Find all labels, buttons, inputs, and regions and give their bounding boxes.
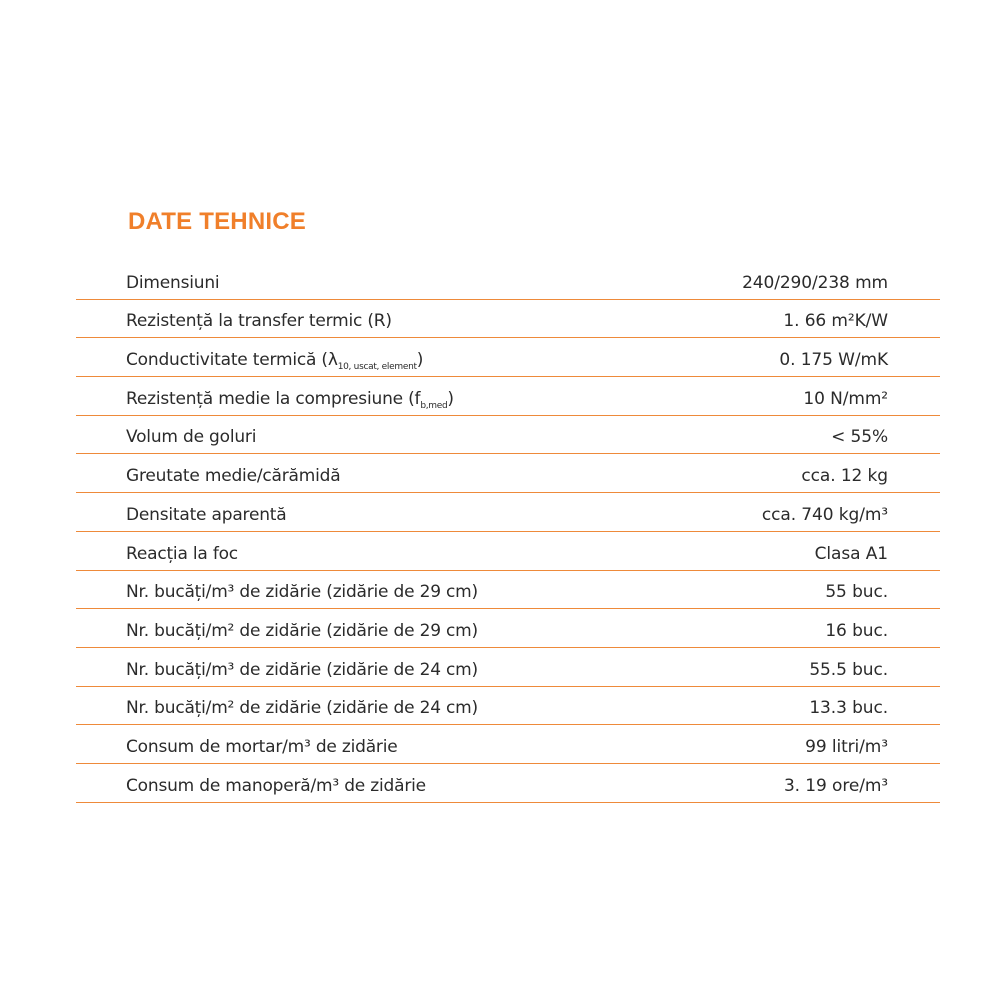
row-value: 16 buc. (825, 620, 888, 641)
row-label: Nr. bucăți/m² de zidărie (zidărie de 29 cm) (126, 620, 478, 641)
row-label: Dimensiuni (126, 272, 220, 293)
row-label-subscript: 10, uscat, element (337, 362, 417, 373)
table-row (76, 261, 940, 300)
row-value: 240/290/238 mm (742, 272, 888, 293)
row-value: cca. 12 kg (801, 466, 888, 487)
row-label (126, 350, 424, 373)
row-label-subscript: b,med (420, 400, 448, 411)
table-row (76, 532, 940, 571)
row-value: 0. 175 W/mK (779, 350, 888, 371)
row-label-text: Conductivitate termică (λ (126, 350, 338, 371)
row-label: Densitate aparentă (126, 504, 287, 525)
table-row (76, 609, 940, 648)
table-row (76, 416, 940, 455)
row-value: 99 litri/m³ (805, 736, 888, 757)
row-value: 55 buc. (825, 582, 888, 603)
table-row (76, 764, 940, 803)
row-value: 55.5 buc. (809, 659, 888, 680)
row-label: Rezistență la transfer termic (R) (126, 311, 392, 332)
row-value: 1. 66 m²K/W (783, 311, 888, 332)
technical-data-table (76, 261, 940, 803)
row-value: Clasa A1 (814, 543, 888, 564)
row-label: Nr. bucăți/m² de zidărie (zidărie de 24 cm) (126, 698, 478, 719)
row-label: Consum de mortar/m³ de zidărie (126, 736, 398, 757)
row-label: Nr. bucăți/m³ de zidărie (zidărie de 24 cm) (126, 659, 478, 680)
row-label: Greutate medie/cărămidă (126, 466, 341, 487)
row-label: Volum de goluri (126, 427, 257, 448)
row-label: Nr. bucăți/m³ de zidărie (zidărie de 29 cm) (126, 582, 478, 603)
row-value: cca. 740 kg/m³ (761, 504, 888, 525)
row-value: 10 N/mm² (803, 388, 888, 409)
table-row (76, 648, 940, 687)
section-title: DATE TEHNICE (128, 208, 306, 235)
table-row (76, 338, 940, 377)
row-label-text: Rezistență medie la compresiune (f (126, 388, 421, 409)
table-row (76, 377, 940, 416)
table-row (76, 493, 940, 532)
row-label-end: ) (447, 388, 454, 409)
table-row (76, 454, 940, 493)
row-value: 13.3 buc. (809, 698, 888, 719)
row-value: < 55% (831, 427, 888, 448)
row-label-end: ) (416, 350, 424, 371)
table-row (76, 571, 940, 610)
row-value: 3. 19 ore/m³ (783, 775, 888, 796)
row-label: Reacția la foc (126, 543, 238, 564)
table-row (76, 725, 940, 764)
table-row (76, 300, 940, 339)
table-row (76, 687, 940, 726)
row-label (126, 389, 454, 409)
row-label: Consum de manoperă/m³ de zidărie (126, 775, 426, 796)
